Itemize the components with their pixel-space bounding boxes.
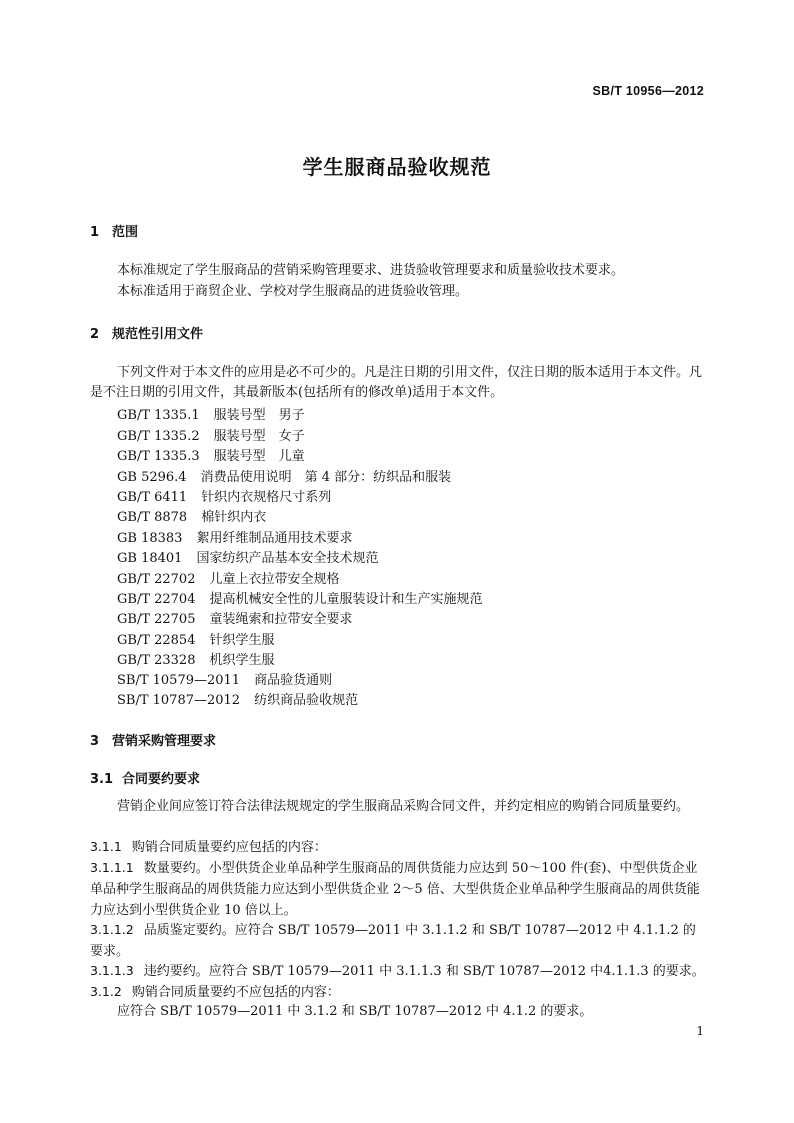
reference-title: 服装号型 儿童 [213, 449, 305, 464]
reference-item [117, 425, 305, 444]
reference-code: GB/T 1335.1 [117, 408, 200, 423]
reference-item [117, 608, 353, 627]
clause-number: 3.1.1 [90, 839, 122, 854]
references-intro [90, 363, 706, 403]
clause-3-1-2-body: 应符合 SB/T 10579—2011 中 3.1.2 和 SB/T 10787—2012 中 4.1.2 的要求。 [117, 1004, 593, 1019]
reference-item [117, 506, 266, 525]
reference-item [117, 404, 305, 423]
reference-title: 针织学生服 [209, 633, 275, 648]
clause-3-1-1-3 [90, 960, 706, 982]
reference-title: 消费品使用说明 第 4 部分：纺织品和服装 [200, 470, 452, 485]
section-heading-references [90, 323, 203, 342]
section-number: 3 [90, 734, 100, 749]
reference-code: GB/T 8878 [117, 510, 188, 525]
reference-title: 服装号型 男子 [213, 408, 305, 423]
clause-text: 违约要约。应符合 SB/T 10579—2011 中 3.1.1.3 和 SB/T 10787—2012 中4.1.1.3 的要求。 [143, 964, 705, 979]
reference-item [117, 445, 305, 464]
reference-code: GB/T 1335.2 [117, 429, 200, 444]
section-heading-scope [90, 221, 138, 240]
section-number: 2 [90, 327, 100, 342]
reference-item [117, 486, 331, 505]
reference-title: 服装号型 女子 [213, 429, 305, 444]
reference-item [117, 649, 275, 668]
reference-code: GB/T 22854 [117, 633, 196, 648]
reference-item [117, 466, 451, 485]
reference-code: SB/T 10787—2012 [117, 693, 241, 708]
reference-title: 儿童上衣拉带安全规格 [209, 572, 340, 587]
reference-item [117, 669, 332, 688]
clause-3-1-1-1 [90, 857, 706, 921]
clause-number: 3.1.1.2 [90, 922, 134, 937]
reference-code: GB/T 1335.3 [117, 449, 200, 464]
reference-code: SB/T 10579—2011 [117, 673, 241, 688]
reference-code: GB 5296.4 [117, 470, 187, 485]
clause-text: 品质鉴定要约。应符合 SB/T 10579—2011 中 3.1.1.2 和 SB/T 10787—2012 中 4.1.1.2 的要求。 [90, 923, 696, 959]
clause-3-1-2 [90, 981, 706, 1003]
clause-text: 数量要约。小型供货企业单品种学生服商品的周供货能力应达到 50～100 件(套)、中型供货企业单品种学生服商品的周供货能力应达到小型供货企业 2～5 倍、大型供货企业单品种学生服商品的周供货能力应达到小型供货企业 10 倍以上。 [90, 861, 700, 918]
reference-item [117, 689, 358, 708]
reference-code: GB 18383 [117, 531, 183, 546]
reference-title: 机织学生服 [209, 653, 275, 668]
section-heading-procurement [90, 730, 216, 749]
reference-code: GB/T 6411 [117, 490, 188, 505]
reference-item [117, 527, 352, 546]
reference-item [117, 568, 340, 587]
section-title: 范围 [112, 225, 139, 240]
reference-code: GB/T 23328 [117, 653, 196, 668]
reference-item [117, 547, 378, 566]
clause-number: 3.1.1.1 [90, 860, 134, 875]
reference-title: 针织内衣规格尺寸系列 [201, 490, 332, 505]
references-intro-text: 下列文件对于本文件的应用是必不可少的。凡是注日期的引用文件，仅注日期的版本适用于本文件。凡是不注日期的引用文件，其最新版本(包括所有的修改单)适用于本文件。 [90, 365, 703, 400]
reference-code: GB/T 22702 [117, 572, 196, 587]
reference-title: 商品验货通则 [254, 673, 333, 688]
contract-intro [90, 797, 706, 817]
clause-number: 3.1 [90, 772, 114, 787]
scope-paragraph: 本标准规定了学生服商品的营销采购管理要求、进货验收管理要求和质量验收技术要求。 [117, 263, 625, 278]
reference-code: GB 18401 [117, 551, 183, 566]
clause-number: 3.1.1.3 [90, 963, 134, 978]
reference-title: 絮用纤维制品通用技术要求 [196, 531, 353, 546]
reference-title: 童装绳索和拉带安全要求 [209, 612, 353, 627]
section-title: 营销采购管理要求 [112, 734, 217, 749]
clause-text: 购销合同质量要约不应包括的内容： [131, 985, 340, 1000]
clause-number: 3.1.2 [90, 984, 122, 999]
reference-item [117, 588, 483, 607]
reference-title: 棉针织内衣 [201, 510, 267, 525]
clause-heading-contract [90, 768, 200, 787]
standard-code: SB/T 10956—2012 [592, 84, 704, 98]
page-number: 1 [696, 1024, 704, 1038]
clause-text: 购销合同质量要约应包括的内容： [131, 840, 327, 855]
document-title: 学生服商品验收规范 [302, 155, 492, 179]
reference-code: GB/T 22705 [117, 612, 196, 627]
reference-code: GB/T 22704 [117, 592, 196, 607]
scope-paragraph: 本标准适用于商贸企业、学校对学生服商品的进货验收管理。 [117, 284, 469, 299]
reference-item [117, 629, 275, 648]
clause-title: 合同要约要求 [122, 772, 201, 787]
section-number: 1 [90, 225, 100, 240]
section-title: 规范性引用文件 [112, 327, 204, 342]
reference-title: 国家纺织产品基本安全技术规范 [196, 551, 379, 566]
reference-title: 纺织商品验收规范 [254, 693, 359, 708]
reference-title: 提高机械安全性的儿童服装设计和生产实施规范 [209, 592, 483, 607]
clause-3-1-1-2 [90, 919, 706, 962]
clause-3-1-1 [90, 836, 706, 858]
contract-intro-text: 营销企业间应签订符合法律法规规定的学生服商品采购合同文件，并约定相应的购销合同质量要约。 [117, 799, 690, 814]
